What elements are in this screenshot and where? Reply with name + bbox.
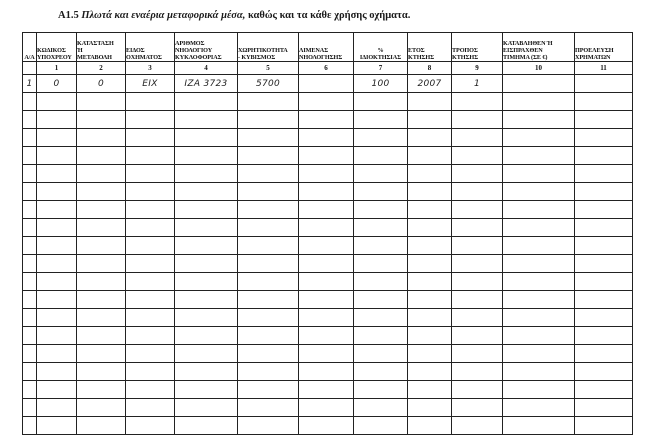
table-row (23, 417, 633, 435)
table-cell (238, 417, 299, 435)
table-cell (37, 417, 77, 435)
table-cell (126, 273, 175, 291)
table-cell (37, 165, 77, 183)
table-cell (452, 129, 503, 147)
table-cell (175, 237, 238, 255)
table-cell (299, 219, 354, 237)
table-cell (354, 363, 408, 381)
table-row (23, 291, 633, 309)
table-cell (126, 255, 175, 273)
table-cell (175, 147, 238, 165)
table-cell (77, 93, 126, 111)
table-cell (37, 237, 77, 255)
table-row (23, 255, 633, 273)
table-cell (126, 327, 175, 345)
table-cell (126, 417, 175, 435)
table-cell (299, 327, 354, 345)
table-cell (23, 237, 37, 255)
table-cell (37, 399, 77, 417)
table-cell (503, 129, 575, 147)
col-header-status: ΚΑΤΑΣΤΑΣΗ Ή ΜΕΤΑΒΟΛΗ (77, 33, 126, 62)
table-cell (408, 255, 452, 273)
table-cell (37, 291, 77, 309)
table-cell (575, 381, 633, 399)
table-cell (452, 219, 503, 237)
table-cell (452, 399, 503, 417)
table-cell (175, 309, 238, 327)
table-cell (77, 201, 126, 219)
table-cell (354, 237, 408, 255)
table-cell (354, 291, 408, 309)
table-cell (37, 309, 77, 327)
table-cell (575, 129, 633, 147)
table-cell (575, 309, 633, 327)
col-header-ownership: % ΙΔΙΟΚΤΗΣΙΑΣ (354, 33, 408, 62)
table-cell (575, 201, 633, 219)
table-cell (238, 273, 299, 291)
page-title (58, 10, 410, 21)
table-cell (23, 417, 37, 435)
column-number-row (23, 62, 633, 75)
table-cell (175, 111, 238, 129)
table-cell (77, 309, 126, 327)
table-cell (37, 111, 77, 129)
table-cell (77, 417, 126, 435)
table-cell (503, 237, 575, 255)
table-cell (175, 183, 238, 201)
table-cell (37, 327, 77, 345)
col-header-registration-number: ΑΡΙΘΜΟΣ ΝΗΟΛΟΓΙΟΥ ΚΥΚΛΟΦΟΡΙΑΣ (175, 33, 238, 62)
col-header-vehicle-type: ΕΙΔΟΣ ΟΧΗΜΑΤΟΣ (126, 33, 175, 62)
table-cell (77, 273, 126, 291)
table-cell (175, 129, 238, 147)
title-italic: Πλωτά και εναέρια μεταφορικά μέσα, (81, 10, 246, 21)
table-cell (575, 147, 633, 165)
table-cell (37, 147, 77, 165)
table-cell (354, 111, 408, 129)
table-cell (77, 165, 126, 183)
col-header-price: ΚΑΤΑΒΛΗΘΕΝ Ή ΕΙΣΠΡΑΧΘΕΝ ΤΙΜΗΜΑ (ΣΕ €) (503, 33, 575, 62)
col-number: 6 (299, 62, 354, 75)
table-cell (408, 129, 452, 147)
table-cell (77, 147, 126, 165)
table-cell (575, 165, 633, 183)
table-cell (503, 399, 575, 417)
table-cell (77, 237, 126, 255)
table-cell (503, 345, 575, 363)
table-cell (452, 417, 503, 435)
table-cell (175, 345, 238, 363)
table-cell (23, 309, 37, 327)
table-cell (77, 183, 126, 201)
table-cell (238, 399, 299, 417)
table-cell: 0 (37, 75, 77, 93)
table-cell (77, 255, 126, 273)
table-cell (238, 93, 299, 111)
col-header-acquisition-method: ΤΡΟΠΟΣ ΚΤΗΣΗΣ (452, 33, 503, 62)
table-cell (408, 111, 452, 129)
table-cell (575, 273, 633, 291)
table-cell (77, 381, 126, 399)
table-cell (299, 129, 354, 147)
table-cell (238, 345, 299, 363)
table-row (23, 363, 633, 381)
table-cell (77, 327, 126, 345)
table-cell (126, 183, 175, 201)
table-cell (23, 183, 37, 201)
table-cell (37, 201, 77, 219)
table-cell (408, 201, 452, 219)
table-cell (126, 309, 175, 327)
table-cell (452, 201, 503, 219)
table-cell (175, 255, 238, 273)
table-row (23, 399, 633, 417)
table-row (23, 309, 633, 327)
table-cell (299, 309, 354, 327)
table-cell: 0 (77, 75, 126, 93)
table-cell (126, 363, 175, 381)
table-cell (503, 93, 575, 111)
table-cell (238, 183, 299, 201)
table-cell (238, 381, 299, 399)
table-cell (175, 219, 238, 237)
table-cell (23, 363, 37, 381)
table-cell (408, 327, 452, 345)
table-cell (126, 201, 175, 219)
table-cell (452, 255, 503, 273)
table-cell: 2007 (408, 75, 452, 93)
table-cell (354, 327, 408, 345)
table-cell (354, 165, 408, 183)
table-cell (354, 399, 408, 417)
table-cell (126, 129, 175, 147)
table-cell (575, 345, 633, 363)
table-cell (452, 309, 503, 327)
table-cell (175, 201, 238, 219)
table-cell (408, 273, 452, 291)
table-row (23, 75, 633, 93)
table-cell (175, 399, 238, 417)
table-cell (299, 183, 354, 201)
table-cell (575, 291, 633, 309)
table-cell (37, 381, 77, 399)
table-cell (299, 93, 354, 111)
table-body (23, 75, 633, 435)
table-cell (575, 327, 633, 345)
table-cell (126, 111, 175, 129)
header-row (23, 33, 633, 62)
table-cell (503, 183, 575, 201)
table-cell: 5700 (238, 75, 299, 93)
table-cell (299, 363, 354, 381)
table-cell (503, 363, 575, 381)
table-cell (452, 93, 503, 111)
col-number: 10 (503, 62, 575, 75)
table-row (23, 345, 633, 363)
col-number: 9 (452, 62, 503, 75)
table-cell (37, 183, 77, 201)
table-row (23, 93, 633, 111)
table-cell (299, 165, 354, 183)
title-rest: καθώς και τα κάθε χρήσης οχήματα. (247, 10, 411, 21)
table-cell (354, 201, 408, 219)
title-prefix: Α1.5 (58, 10, 79, 21)
table-cell (238, 147, 299, 165)
table-cell (408, 363, 452, 381)
table-cell (408, 93, 452, 111)
table-cell (452, 183, 503, 201)
table-cell (238, 237, 299, 255)
table-cell (175, 273, 238, 291)
table-cell (23, 219, 37, 237)
table-cell (354, 345, 408, 363)
table-cell (126, 345, 175, 363)
table-cell (238, 111, 299, 129)
table-cell (23, 201, 37, 219)
table-cell (452, 237, 503, 255)
table-cell (238, 219, 299, 237)
table-cell (299, 381, 354, 399)
table-row (23, 165, 633, 183)
table-cell (354, 273, 408, 291)
table-cell (23, 129, 37, 147)
table-cell (77, 219, 126, 237)
table-cell (503, 417, 575, 435)
table-cell (23, 255, 37, 273)
table-cell (175, 417, 238, 435)
table-cell (354, 129, 408, 147)
table-cell (503, 309, 575, 327)
col-number (23, 62, 37, 75)
table-cell (354, 147, 408, 165)
col-header-funds-origin: ΠΡΟΕΛΕΥΣΗ ΧΡΗΜΑΤΩΝ (575, 33, 633, 62)
table-cell (408, 291, 452, 309)
table-cell (299, 273, 354, 291)
table-cell: ΕΙΧ (126, 75, 175, 93)
table-cell (503, 75, 575, 93)
table-cell (452, 111, 503, 129)
col-number: 5 (238, 62, 299, 75)
table-cell (575, 363, 633, 381)
col-number: 8 (408, 62, 452, 75)
table-cell (408, 345, 452, 363)
table-cell (77, 291, 126, 309)
table-cell (126, 165, 175, 183)
table-cell (299, 147, 354, 165)
table-cell (23, 291, 37, 309)
table-cell (238, 201, 299, 219)
table-cell (408, 237, 452, 255)
col-header-aa: Α/Α (23, 33, 37, 62)
table-row (23, 327, 633, 345)
table-cell (575, 237, 633, 255)
table-cell (175, 93, 238, 111)
table-cell (575, 255, 633, 273)
table-cell (354, 93, 408, 111)
col-number: 7 (354, 62, 408, 75)
table-cell (238, 327, 299, 345)
table-cell (575, 75, 633, 93)
table-cell (23, 327, 37, 345)
col-number: 3 (126, 62, 175, 75)
table-cell (175, 327, 238, 345)
col-header-taxpayer-code: ΚΩΔΙΚΟΣ ΥΠΟΧΡΕΟΥ (37, 33, 77, 62)
table-cell (23, 399, 37, 417)
table-cell (23, 273, 37, 291)
table-cell (503, 147, 575, 165)
table-cell (238, 291, 299, 309)
table-cell (452, 273, 503, 291)
table-cell (126, 381, 175, 399)
table-cell (175, 381, 238, 399)
table-cell (126, 93, 175, 111)
table-cell: ΙΖΑ 3723 (175, 75, 238, 93)
table-cell (575, 183, 633, 201)
table-cell (126, 147, 175, 165)
col-number: 11 (575, 62, 633, 75)
table-cell: 100 (354, 75, 408, 93)
table-cell (452, 327, 503, 345)
table-cell (23, 147, 37, 165)
col-header-capacity: ΧΩΡΗΤΙΚΟΤΗΤΑ - ΚΥΒΙΣΜΟΣ (238, 33, 299, 62)
table-cell (503, 219, 575, 237)
col-number: 4 (175, 62, 238, 75)
table-cell: 1 (452, 75, 503, 93)
table-cell (408, 219, 452, 237)
table-cell (77, 363, 126, 381)
table-cell (354, 309, 408, 327)
table-cell (299, 255, 354, 273)
table-cell (37, 273, 77, 291)
table-cell (503, 111, 575, 129)
table-cell (238, 255, 299, 273)
table-cell (354, 183, 408, 201)
table-cell (503, 255, 575, 273)
table-cell (238, 309, 299, 327)
table-cell (175, 291, 238, 309)
table-cell (299, 201, 354, 219)
table-cell (503, 381, 575, 399)
table-cell (503, 327, 575, 345)
table-cell (126, 399, 175, 417)
table-cell (503, 291, 575, 309)
table-cell (354, 381, 408, 399)
table-cell (126, 291, 175, 309)
table-cell (126, 237, 175, 255)
col-number: 1 (37, 62, 77, 75)
table-cell (299, 417, 354, 435)
table-row (23, 201, 633, 219)
table-cell (77, 345, 126, 363)
table-cell (23, 381, 37, 399)
table-cell (452, 381, 503, 399)
table-row (23, 147, 633, 165)
table-cell (175, 363, 238, 381)
table-row (23, 129, 633, 147)
table-cell (575, 399, 633, 417)
col-header-port: ΛΙΜΕΝΑΣ ΝΗΟΛΟΓΗΣΗΣ (299, 33, 354, 62)
table-cell (452, 363, 503, 381)
table-cell (299, 345, 354, 363)
table-cell (452, 147, 503, 165)
table-cell (408, 147, 452, 165)
table-cell (77, 129, 126, 147)
table-cell (299, 291, 354, 309)
table-cell (77, 111, 126, 129)
table-cell (37, 129, 77, 147)
table-row (23, 273, 633, 291)
table-cell (37, 93, 77, 111)
table-cell: 1 (23, 75, 37, 93)
table-cell (37, 255, 77, 273)
table-cell (238, 363, 299, 381)
table-cell (452, 165, 503, 183)
table-cell (23, 93, 37, 111)
table-cell (299, 399, 354, 417)
table-cell (299, 111, 354, 129)
table-cell (175, 165, 238, 183)
table-cell (37, 363, 77, 381)
col-number: 2 (77, 62, 126, 75)
table-cell (408, 309, 452, 327)
table-cell (408, 183, 452, 201)
table-cell (238, 129, 299, 147)
table-cell (575, 417, 633, 435)
table-cell (23, 111, 37, 129)
table-cell (408, 399, 452, 417)
table-row (23, 237, 633, 255)
table-cell (408, 417, 452, 435)
table-row (23, 111, 633, 129)
col-header-year: ΕΤΟΣ ΚΤΗΣΗΣ (408, 33, 452, 62)
table-cell (37, 345, 77, 363)
table-cell (503, 165, 575, 183)
table-cell (408, 165, 452, 183)
table-cell (23, 345, 37, 363)
table-cell (238, 165, 299, 183)
vehicles-table (22, 32, 633, 435)
table-cell (575, 219, 633, 237)
table-cell (408, 381, 452, 399)
table-cell (299, 75, 354, 93)
table-row (23, 219, 633, 237)
table-cell (354, 255, 408, 273)
table-cell (503, 201, 575, 219)
table-cell (575, 93, 633, 111)
table-cell (503, 273, 575, 291)
table-row (23, 183, 633, 201)
table-cell (77, 399, 126, 417)
table-cell (354, 417, 408, 435)
table-cell (37, 219, 77, 237)
table-cell (299, 237, 354, 255)
table-cell (354, 219, 408, 237)
table-cell (452, 345, 503, 363)
table-cell (126, 219, 175, 237)
table-cell (23, 165, 37, 183)
table-row (23, 381, 633, 399)
table-cell (452, 291, 503, 309)
table-cell (575, 111, 633, 129)
